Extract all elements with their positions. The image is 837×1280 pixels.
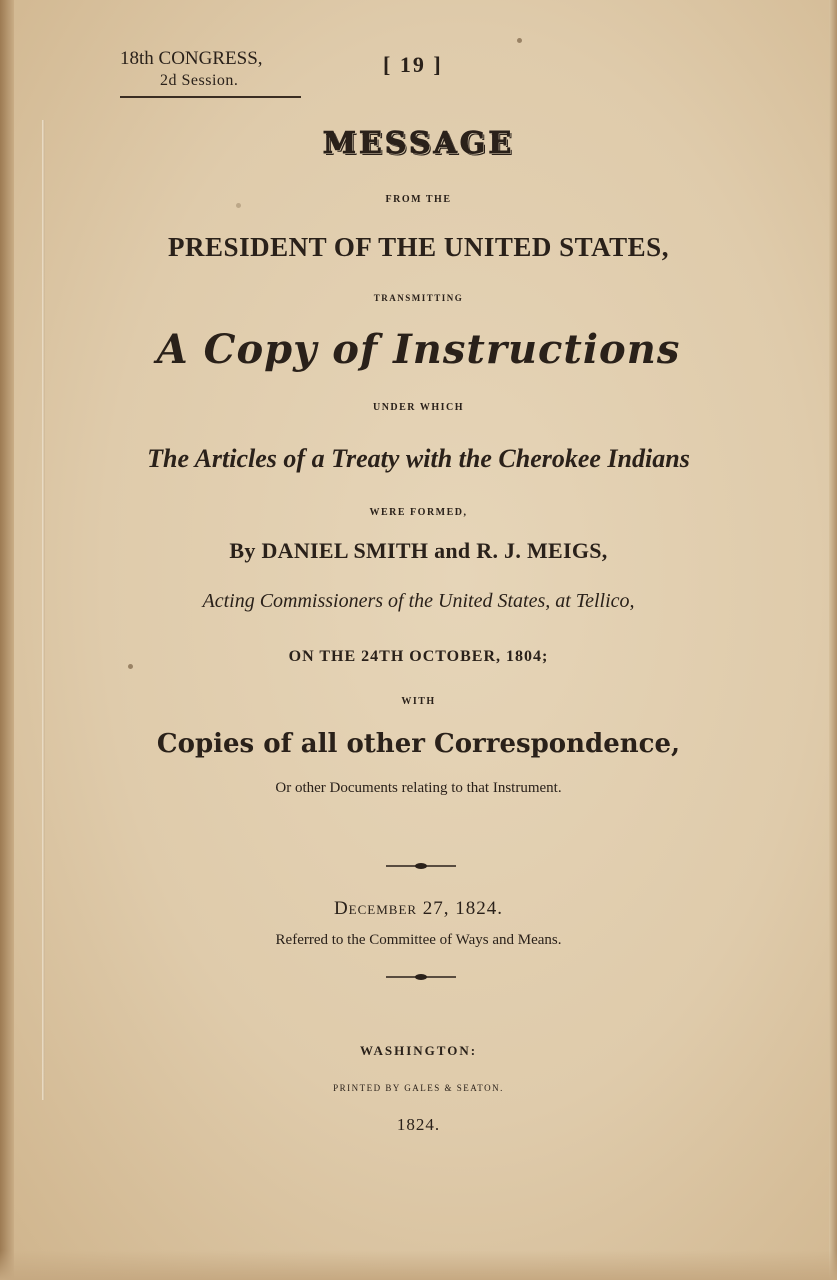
imprint-place: WASHINGTON: (359, 1043, 478, 1058)
divider-ornament (386, 972, 456, 982)
with-line: WITH (401, 696, 436, 707)
copy-of-instructions-heading: A Copy of Instructions (156, 326, 681, 373)
divider-ornament (386, 861, 456, 871)
page-bottom-edge (0, 1250, 837, 1280)
acting-commissioners-line: Acting Commissioners of the United States, at Tellico, (202, 590, 635, 612)
correspondence-heading: Copies of all other Correspondence, (156, 729, 681, 759)
congress-session (120, 48, 300, 92)
session-line: 2d Session. (160, 72, 239, 89)
from-the-line: FROM THE (385, 194, 452, 205)
message-heading: MESSAGE (322, 126, 515, 161)
imprint-printer: PRINTED BY GALES & SEATON. (333, 1083, 504, 1093)
paper-speck (517, 38, 522, 43)
under-which-line: UNDER WHICH (372, 402, 465, 413)
imprint-year: 1824. (396, 1115, 441, 1134)
were-formed-line: WERE FORMED, (369, 507, 468, 518)
document-number: [ 19 ] (383, 52, 443, 77)
other-documents-line: Or other Documents relating to that Instrument. (275, 780, 562, 796)
transmitting-line: TRANSMITTING (373, 293, 464, 303)
commissioners-byline: By DANIEL SMITH and R. J. MEIGS, (229, 538, 608, 563)
treaty-date: ON THE 24TH OCTOBER, 1804; (288, 648, 549, 665)
congress-line: 18th CONGRESS, (120, 48, 263, 69)
congress-underline (120, 96, 301, 98)
treaty-articles-line: The Articles of a Treaty with the Cherokee Indians (147, 444, 690, 473)
president-line: PRESIDENT OF THE UNITED STATES, (168, 232, 669, 262)
referral-line: Referred to the Committee of Ways and Means. (275, 932, 562, 948)
referral-date: December 27, 1824. (333, 898, 504, 919)
